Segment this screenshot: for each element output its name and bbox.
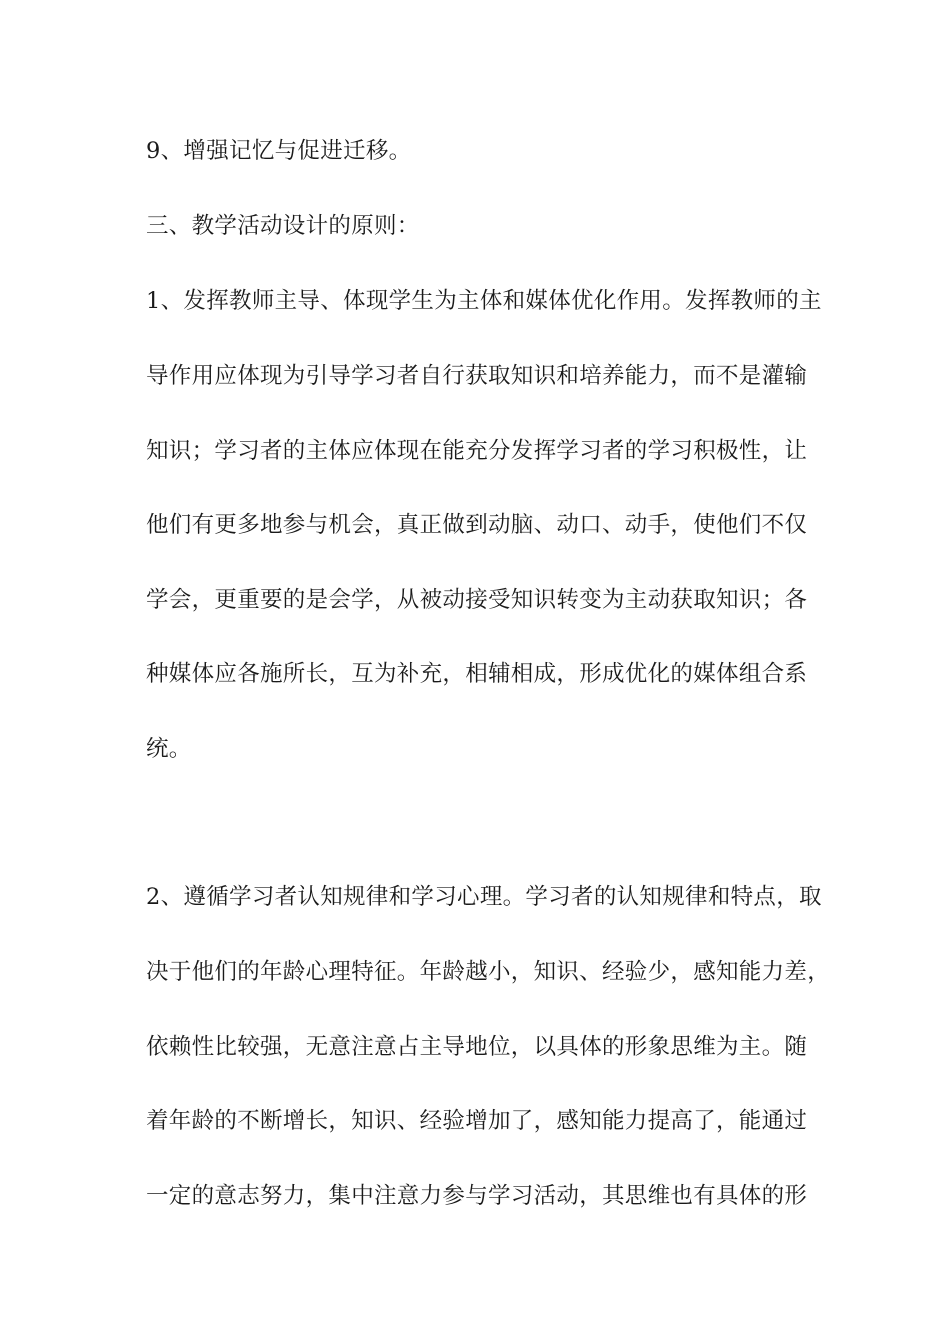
- paragraph-line: 决于他们的年龄心理特征。年龄越小，知识、经验少，感知能力差，: [146, 959, 831, 985]
- paragraph-line: 一定的意志努力，集中注意力参与学习活动，其思维也有具体的形: [146, 1183, 808, 1209]
- paragraph-line: 种媒体应各施所长，互为补充，相辅相成，形成优化的媒体组合系: [146, 661, 808, 687]
- paragraph-line: 导作用应体现为引导学习者自行获取知识和培养能力，而不是灌输: [146, 363, 808, 389]
- paragraph-line: 他们有更多地参与机会，真正做到动脑、动口、动手，使他们不仅: [146, 512, 808, 538]
- paragraph-line: 统。: [146, 736, 192, 762]
- paragraph-line: 知识；学习者的主体应体现在能充分发挥学习者的学习积极性，让: [146, 438, 808, 464]
- paragraph-line: 2、遵循学习者认知规律和学习心理。学习者的认知规律和特点，取: [146, 884, 822, 910]
- paragraph-line: 1、发挥教师主导、体现学生为主体和媒体优化作用。发挥教师的主: [146, 288, 822, 314]
- paragraph-line: 学会，更重要的是会学，从被动接受知识转变为主动获取知识；各: [146, 587, 808, 613]
- section-heading: 三、教学活动设计的原则：: [146, 213, 420, 239]
- paragraph-line: 依赖性比较强，无意注意占主导地位，以具体的形象思维为主。随: [146, 1034, 808, 1060]
- list-item-9: 9、增强记忆与促进迁移。: [146, 138, 412, 164]
- paragraph-line: 着年龄的不断增长，知识、经验增加了，感知能力提高了，能通过: [146, 1108, 808, 1134]
